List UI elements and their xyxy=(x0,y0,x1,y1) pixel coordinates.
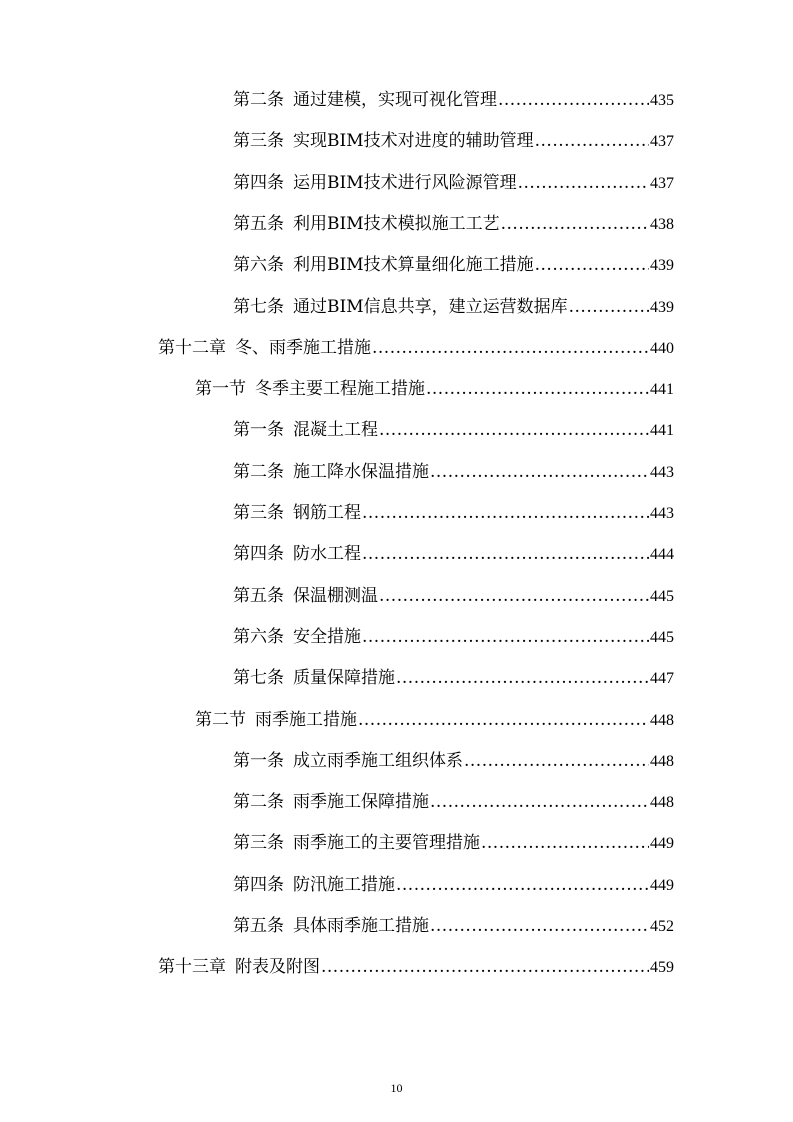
toc-entry-title: 通过建模，实现可视化管理 xyxy=(293,90,497,110)
toc-entry-number: 第一节 xyxy=(195,379,246,399)
toc-entry-number: 第四条 xyxy=(233,544,284,564)
dot-leader xyxy=(321,955,649,979)
toc-entry-title: 冬季主要工程施工措施 xyxy=(255,379,425,399)
dot-leader xyxy=(379,418,649,442)
dot-leader xyxy=(501,212,649,236)
toc-entry-title: 安全措施 xyxy=(293,627,361,647)
toc-entry-page: 443 xyxy=(650,464,674,481)
toc-entry[interactable] xyxy=(233,873,674,897)
toc-entry-title: 通过BIM信息共享，建立运营数据库 xyxy=(293,297,568,317)
toc-entry-title: 运用BIM技术进行风险源管理 xyxy=(293,173,517,193)
toc-entry[interactable] xyxy=(233,666,674,690)
toc-entry-page: 440 xyxy=(650,340,674,357)
toc-entry-number: 第六条 xyxy=(233,627,284,647)
toc-entry-title: 质量保障措施 xyxy=(293,668,395,688)
toc-entry-number: 第二条 xyxy=(233,792,284,812)
toc-entry[interactable] xyxy=(233,171,674,195)
toc-entry-title: 混凝土工程 xyxy=(293,420,378,440)
toc-entry[interactable] xyxy=(233,418,674,442)
toc-entry-title: 冬、雨季施工措施 xyxy=(235,338,371,358)
dot-leader xyxy=(362,625,649,649)
toc-entry-page: 444 xyxy=(650,546,674,563)
toc-entry-number: 第十二章 xyxy=(158,338,226,358)
dot-leader xyxy=(362,542,649,566)
toc-entry-title: 钢筋工程 xyxy=(293,503,361,523)
dot-leader xyxy=(464,749,649,773)
toc-entry-page: 441 xyxy=(650,381,674,398)
toc-entry-title: 利用BIM技术算量细化施工措施 xyxy=(293,255,534,275)
toc-entry[interactable] xyxy=(233,831,674,855)
toc-entry-page: 448 xyxy=(650,753,674,770)
toc-entry-page: 452 xyxy=(650,918,674,935)
toc-entry-page: 439 xyxy=(650,257,674,274)
toc-entry-title: 雨季施工措施 xyxy=(255,710,357,730)
dot-leader xyxy=(430,790,649,814)
toc-entry-page: 448 xyxy=(650,712,674,729)
toc-entry-number: 第六条 xyxy=(233,255,284,275)
toc-entry-number: 第三条 xyxy=(233,503,284,523)
toc-entry-page: 459 xyxy=(650,959,674,976)
toc-entry[interactable] xyxy=(233,295,674,319)
dot-leader xyxy=(518,171,649,195)
page-number: 10 xyxy=(390,1081,403,1095)
toc-entry-title: 利用BIM技术模拟施工工艺 xyxy=(293,214,500,234)
toc-entry-title: 雨季施工保障措施 xyxy=(293,792,429,812)
toc-entry[interactable] xyxy=(233,88,674,112)
toc-entry-page: 449 xyxy=(650,877,674,894)
toc-entry-title: 具体雨季施工措施 xyxy=(293,916,429,936)
toc-entry-number: 第一条 xyxy=(233,420,284,440)
toc-entry[interactable] xyxy=(233,129,674,153)
toc-entry-number: 第二节 xyxy=(195,710,246,730)
toc-entry[interactable] xyxy=(233,790,674,814)
toc-entry-title: 实现BIM技术对进度的辅助管理 xyxy=(293,131,534,151)
dot-leader xyxy=(498,88,649,112)
toc-entry-page: 443 xyxy=(650,505,674,522)
dot-leader xyxy=(358,708,649,732)
toc-entry[interactable] xyxy=(158,955,674,979)
toc-entry-title: 防汛施工措施 xyxy=(293,875,395,895)
dot-leader xyxy=(372,336,649,360)
toc-entry-title: 施工降水保温措施 xyxy=(293,462,429,482)
toc-entry-page: 438 xyxy=(650,216,674,233)
dot-leader xyxy=(535,253,649,277)
toc-entry[interactable] xyxy=(195,377,674,401)
toc-entry-number: 第七条 xyxy=(233,668,284,688)
toc-entry[interactable] xyxy=(233,914,674,938)
dot-leader xyxy=(379,584,649,608)
toc-entry-page: 439 xyxy=(650,299,674,316)
toc-entry[interactable] xyxy=(233,501,674,525)
dot-leader xyxy=(362,501,649,525)
dot-leader xyxy=(426,377,649,401)
toc-entry-number: 第四条 xyxy=(233,875,284,895)
toc-entry-page: 447 xyxy=(650,670,674,687)
dot-leader xyxy=(396,873,649,897)
toc-entry[interactable] xyxy=(233,212,674,236)
dot-leader xyxy=(430,914,649,938)
toc-entry-number: 第三条 xyxy=(233,131,284,151)
toc-entry[interactable] xyxy=(195,708,674,732)
toc-entry-title: 成立雨季施工组织体系 xyxy=(293,751,463,771)
toc-entry-number: 第四条 xyxy=(233,173,284,193)
toc-entry-title: 附表及附图 xyxy=(235,957,320,977)
toc-entry-title: 雨季施工的主要管理措施 xyxy=(293,833,480,853)
toc-entry[interactable] xyxy=(233,584,674,608)
toc-entry-page: 445 xyxy=(650,588,674,605)
toc-entry-page: 445 xyxy=(650,629,674,646)
toc-entry-page: 448 xyxy=(650,794,674,811)
toc-entry-title: 防水工程 xyxy=(293,544,361,564)
toc-entry-number: 第七条 xyxy=(233,297,284,317)
toc-entry[interactable] xyxy=(233,542,674,566)
dot-leader xyxy=(430,460,649,484)
toc-entry[interactable] xyxy=(233,460,674,484)
toc-entry[interactable] xyxy=(233,253,674,277)
toc-entry-number: 第十三章 xyxy=(158,957,226,977)
toc-entry-number: 第五条 xyxy=(233,586,284,606)
toc-entry-number: 第五条 xyxy=(233,916,284,936)
dot-leader xyxy=(535,129,649,153)
toc-entry-number: 第五条 xyxy=(233,214,284,234)
toc-entry-number: 第一条 xyxy=(233,751,284,771)
dot-leader xyxy=(396,666,649,690)
toc-entry-page: 435 xyxy=(650,92,674,109)
toc-entry[interactable] xyxy=(158,336,674,360)
toc-entry-number: 第二条 xyxy=(233,462,284,482)
toc-entry-page: 441 xyxy=(650,422,674,439)
dot-leader xyxy=(569,295,649,319)
toc-entry[interactable] xyxy=(233,625,674,649)
dot-leader xyxy=(481,831,649,855)
toc-entry-page: 437 xyxy=(650,175,674,192)
toc-entry-page: 437 xyxy=(650,133,674,150)
toc-entry[interactable] xyxy=(233,749,674,773)
toc-entry-page: 449 xyxy=(650,835,674,852)
toc-entry-title: 保温棚测温 xyxy=(293,586,378,606)
toc-entry-number: 第三条 xyxy=(233,833,284,853)
toc-entry-number: 第二条 xyxy=(233,90,284,110)
